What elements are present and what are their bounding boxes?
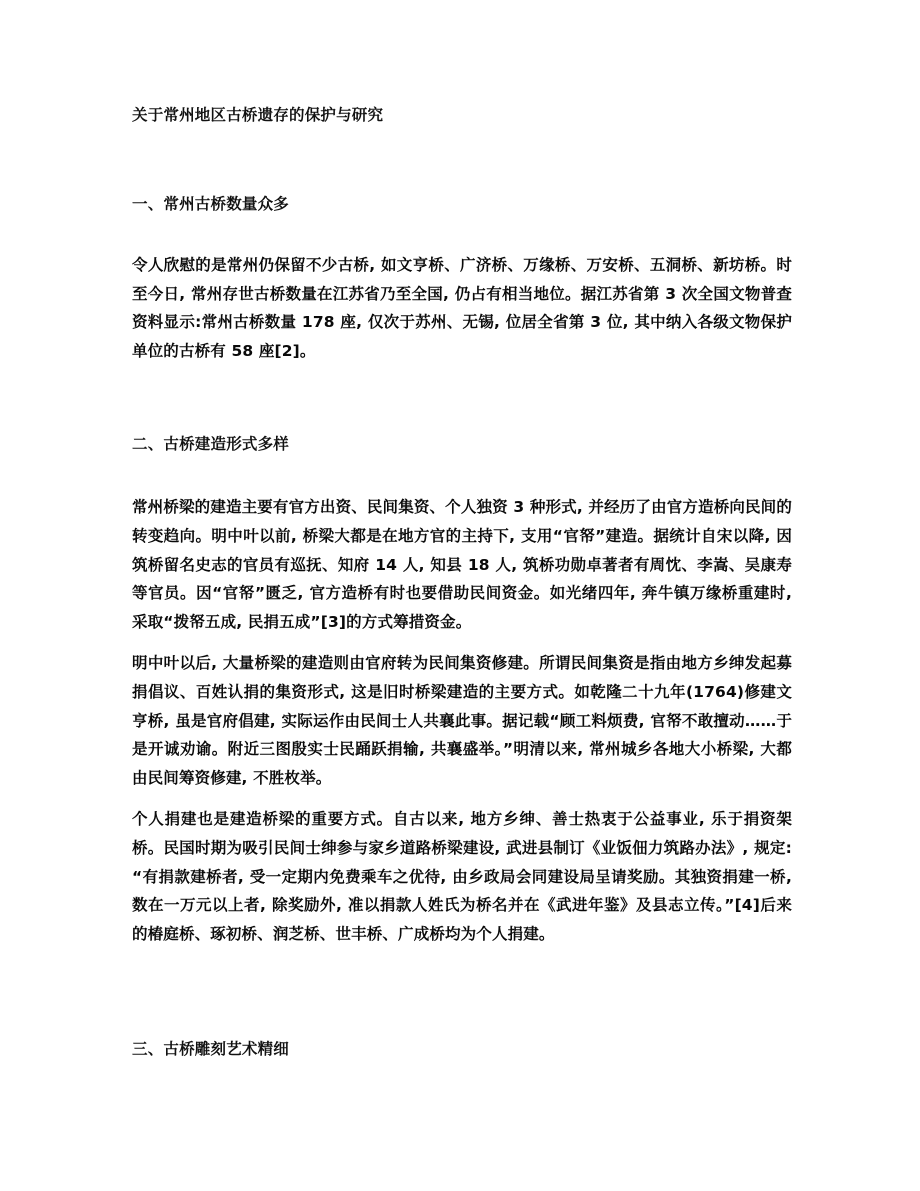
section-1-paragraph-1: 令人欣慰的是常州仍保留不少古桥, 如文亨桥、广济桥、万缘桥、万安桥、五洞桥、新坊桥。时至今日, 常州存世古桥数量在江苏省乃至全国, 仍占有相当地位。据江苏省第 3 次全国文物普查资料显示:常州古桥数量 178 座, 仅次于苏州、无锡, 位居全省第 3 位, 其中纳入各级文物保护单位的古桥有 58 座[2]。 [132,256,792,360]
section-heading-2: 二、古桥建造形式多样 [132,435,290,454]
section-2-paragraph-3: 个人捐建也是建造桥梁的重要方式。自古以来, 地方乡绅、善士热衷于公益事业, 乐于捐资架桥。民国时期为吸引民间士绅参与家乡道路桥梁建设, 武进县制订《业饭佃力筑路办法》, 规定:“有捐款建桥者, 受一定期内免费乘车之优待, 由乡政局会同建设局呈请奖励。其独资捐建一桥, 数在一万元以上者, 除奖励外, 准以捐款人姓氏为桥名并在《武进年鉴》及县志立传。”[4]后来的椿庭桥、琢初桥、润芝桥、世丰桥、广成桥均为个人捐建。 [132,810,792,943]
section-heading-1: 一、常州古桥数量众多 [132,195,290,213]
section-2-paragraph-1: 常州桥梁的建造主要有官方出资、民间集资、个人独资 3 种形式, 并经历了由官方造桥向民间的转变趋向。明中叶以前, 桥梁大都是在地方官的主持下, 支用“官帑”建造。据统计自宋以降, 因筑桥留名史志的官员有巡抚、知府 14 人, 知县 18 人, 筑桥功勋卓著者有周忱、李嵩、吴康寿等官员。因“官帑”匮乏, 官方造桥有时也要借助民间资金。如光绪四年, 奔牛镇万缘桥重建时, 采取“拨帑五成, 民捐五成”[3]的方式筹措资金。 [132,498,792,631]
section-2-paragraph-2: 明中叶以后, 大量桥梁的建造则由官府转为民间集资修建。所谓民间集资是指由地方乡绅发起募捐倡议、百姓认捐的集资形式, 这是旧时桥梁建造的主要方式。如乾隆二十九年(1764)修建文亨桥, 虽是官府倡建, 实际运作由民间士人共襄此事。据记载“顾工料烦费, 官帑不敢擅动……于是开诚劝谕。附近三图殷实士民踊跃捐输, 共襄盛举。”明清以来, 常州城乡各地大小桥梁, 大都由民间筹资修建, 不胜枚举。 [132,654,792,787]
section-heading-3: 三、古桥雕刻艺术精细 [132,1040,290,1059]
document-content [132,0,792,1062]
page-title: 关于常州地区古桥遗存的保护与研究 [132,106,384,124]
